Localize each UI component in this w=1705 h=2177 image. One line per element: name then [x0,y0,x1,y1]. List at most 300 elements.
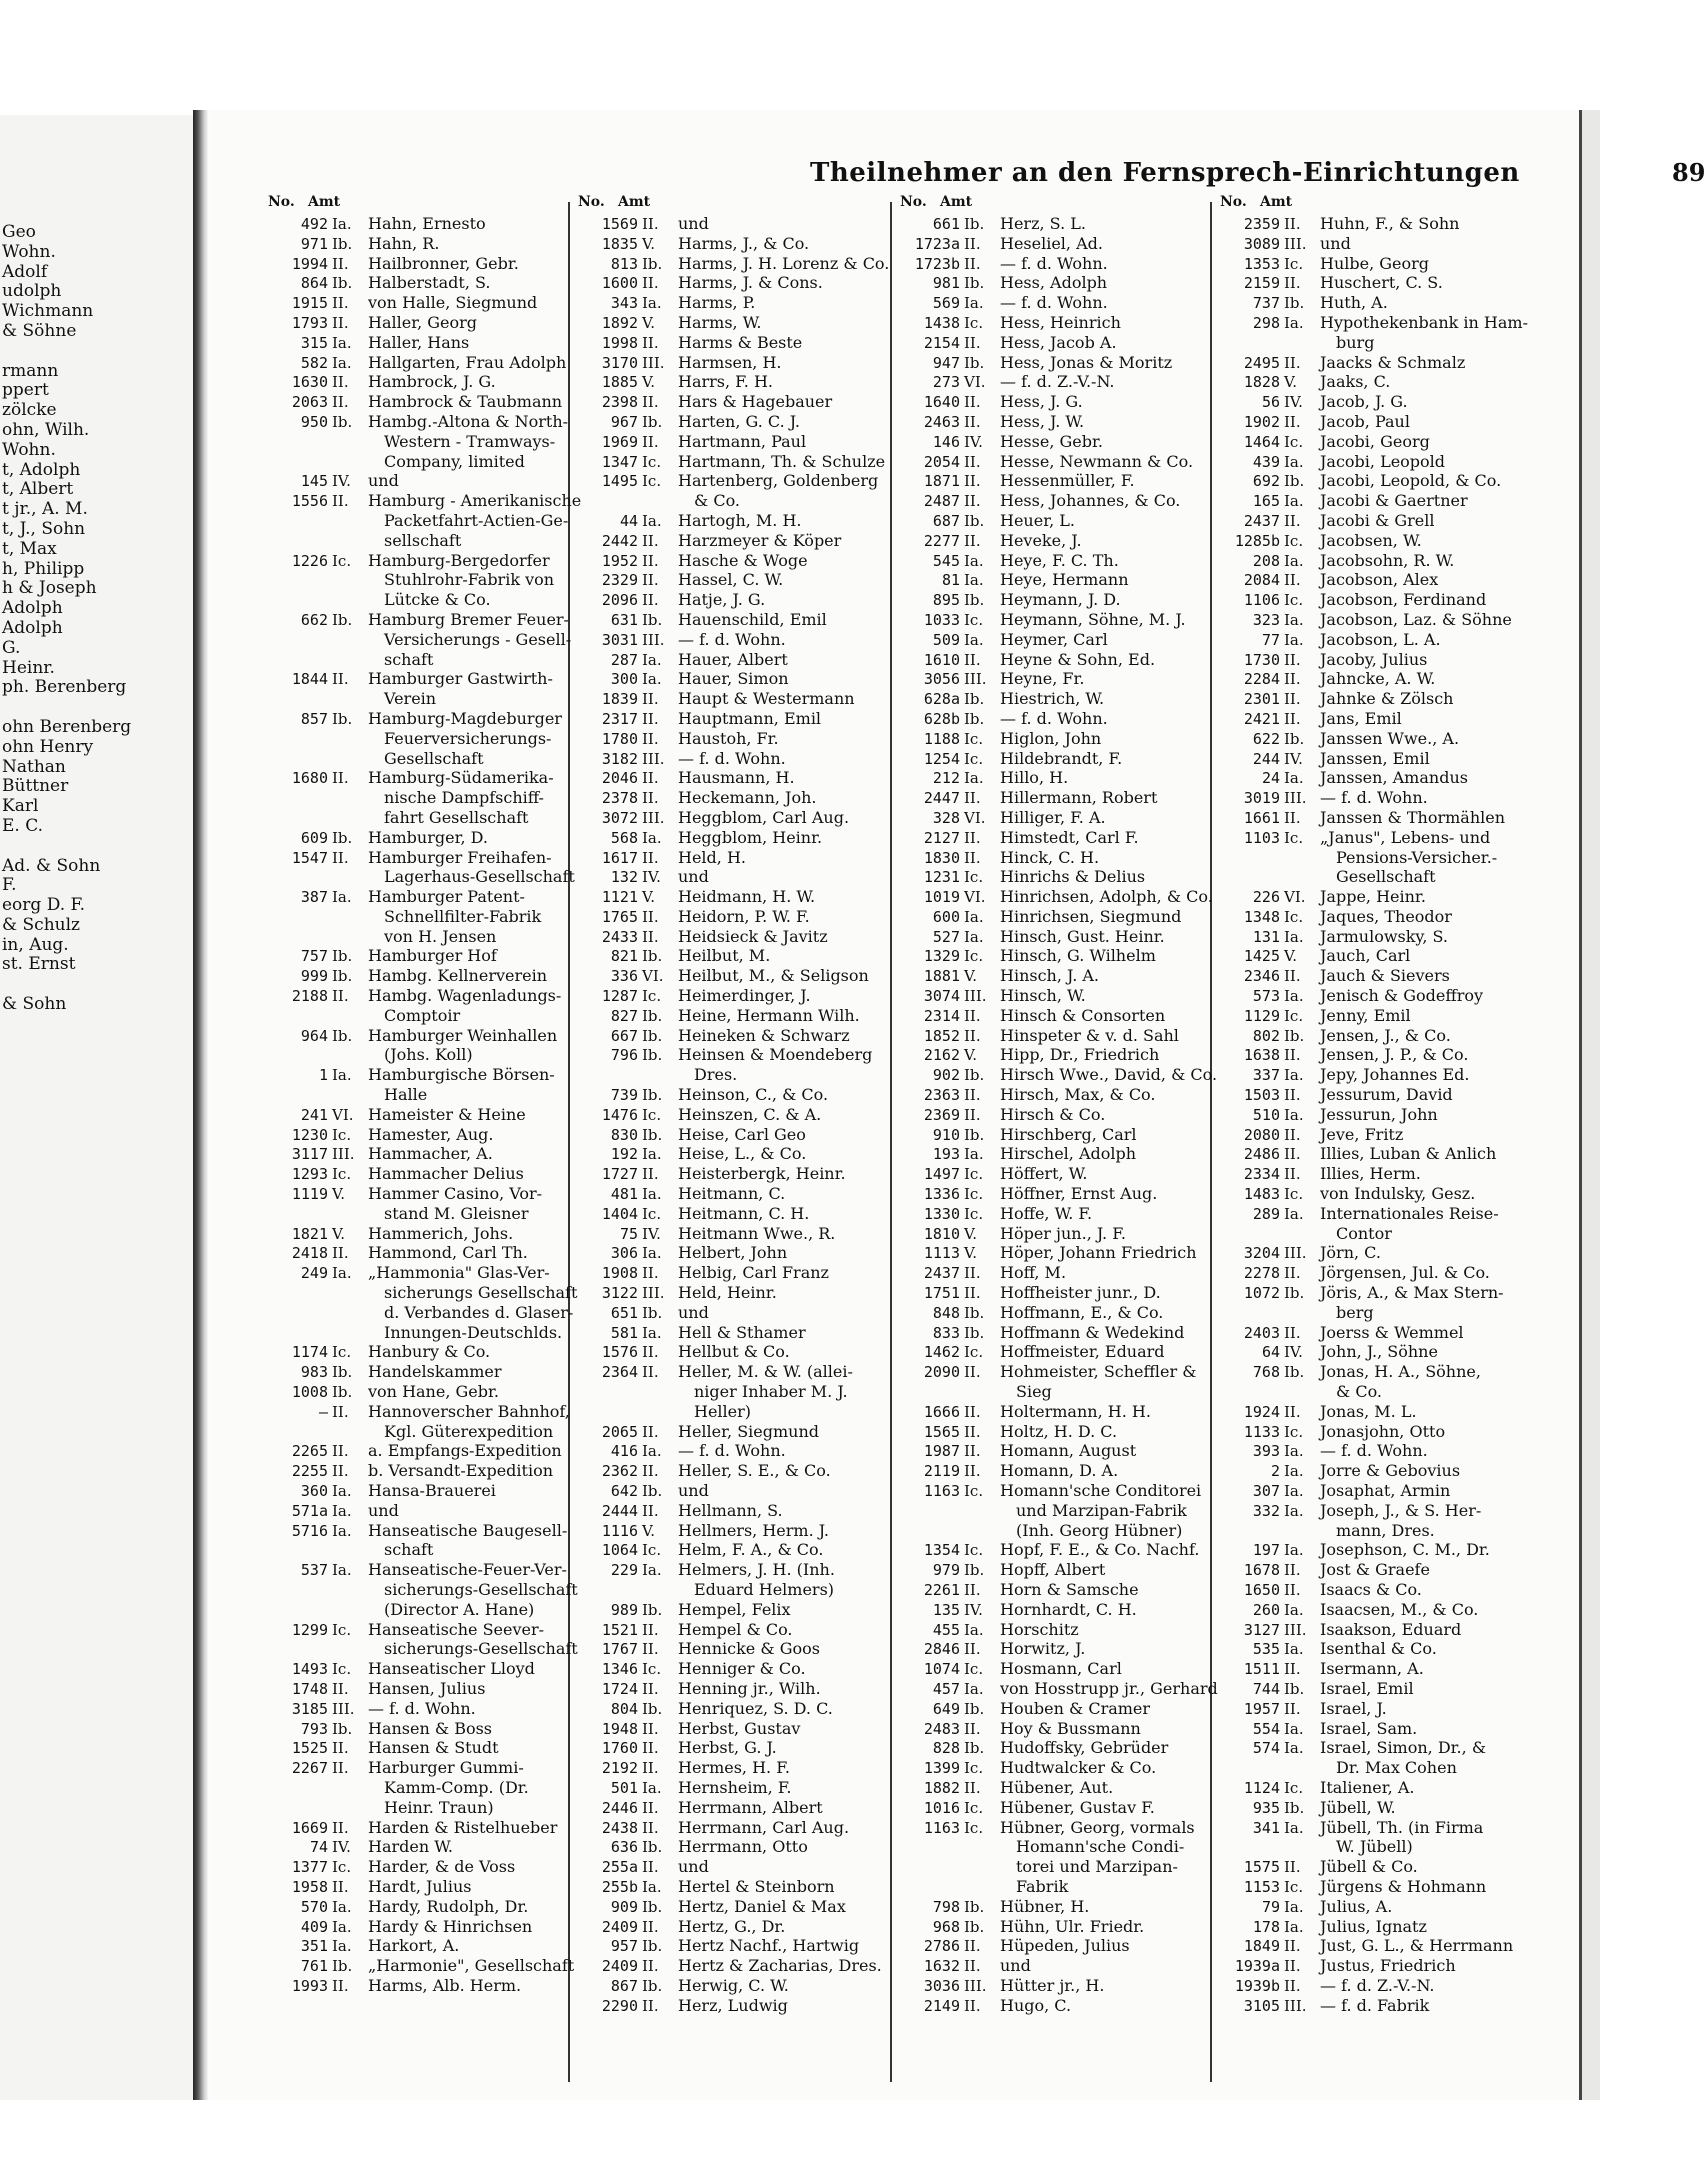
subscriber-entry [900,669,1210,689]
subscriber-name: Hillo, H. [1000,768,1069,788]
exchange-office: Ia. [964,1679,984,1698]
subscriber-entry [578,1065,888,1085]
entry-number: 3185 [291,1699,328,1718]
subscriber-entry [1220,1798,1530,1818]
subscriber-entry [900,1897,1210,1917]
exchange-office: Ib. [332,1719,353,1738]
entry-number: 2403 [1243,1323,1280,1342]
subscriber-entry [900,1243,1210,1263]
subscriber-entry [268,630,578,650]
subscriber-entry [268,610,578,630]
exchange-office: Ia. [1284,630,1304,649]
subscriber-entry [1220,1600,1530,1620]
subscriber-entry [1220,1441,1530,1461]
subscriber-name: Herrmann, Otto [678,1837,808,1857]
subscriber-entry [578,1481,888,1501]
subscriber-name: Justus, Friedrich [1320,1956,1456,1976]
exchange-office: II. [642,1422,659,1441]
exchange-office: Ic. [964,1185,984,1204]
entry-number: 332 [1252,1501,1280,1520]
subscriber-name: und [678,1481,709,1500]
entry-number: 768 [1252,1363,1280,1382]
subscriber-name: Hartenberg, Goldenberg [678,471,879,491]
subscriber-entry [900,966,1210,986]
subscriber-name: Jorre & Gebovius [1320,1461,1461,1481]
subscriber-entry [900,1164,1210,1184]
entry-number: 2278 [1243,1264,1280,1283]
exchange-office: II. [964,1284,981,1303]
entry-number: 287 [610,650,638,669]
subscriber-entry [268,1639,578,1659]
left-fragment-line [2,1213,131,1233]
subscriber-entry [1220,1897,1530,1917]
subscriber-name: Hess, Johannes, & Co. [1000,491,1181,511]
subscriber-entry [900,1857,1210,1877]
exchange-office: Ib. [1284,1284,1305,1303]
exchange-office: Ia. [332,1917,352,1936]
subscriber-name: Janssen & Thormählen [1320,807,1506,827]
entry-number: 135 [932,1600,960,1619]
entry-number: 857 [300,709,328,728]
entry-number: 1329 [923,947,960,966]
exchange-office: Ib. [964,1917,985,1936]
subscriber-name: Pensions-Versicher.- [1336,847,1498,867]
entry-number: 2162 [923,1046,960,1065]
subscriber-entry [268,986,578,1006]
subscriber-entry [578,1461,888,1481]
left-fragment-line [2,1688,131,1708]
subscriber-entry [1220,234,1530,254]
subscriber-name: Isaacs & Co. [1320,1579,1422,1599]
subscriber-entry [578,432,888,452]
subscriber-name: Hugo, C. [1000,1995,1072,2015]
entry-number: 744 [1252,1679,1280,1698]
exchange-office: Ia. [1284,1818,1304,1837]
subscriber-entry [900,1224,1210,1244]
entry-number: 1610 [923,650,960,669]
entry-number: 950 [300,412,328,431]
exchange-office: Ic. [1284,1185,1304,1204]
subscriber-name: Heinr. Traun) [384,1797,494,1817]
subscriber-name: Heckemann, Joh. [678,788,817,808]
left-fragment-line: ohn Berenberg [2,716,132,737]
left-fragment-line [2,1292,131,1312]
exchange-office: Ic. [964,1541,984,1560]
exchange-office: II. [1284,353,1301,372]
subscriber-name: Held, H. [678,847,746,867]
entry-number: 2438 [601,1818,638,1837]
subscriber-name: Hübner, Georg, vormals [1000,1817,1195,1837]
entry-number: 571a [291,1501,328,1520]
subscriber-name: Hellmers, Herm. J. [678,1520,829,1540]
left-fragment-line [2,1827,131,1847]
subscriber-name: Herz, Ludwig [678,1995,788,2015]
entry-number: 1 [318,1066,328,1085]
subscriber-name: Jörgensen, Jul. & Co. [1320,1263,1490,1283]
exchange-office: VI. [1284,888,1306,907]
subscriber-entry [900,551,1210,571]
subscriber-entry [268,1580,578,1600]
left-fragment-line [2,1173,131,1193]
subscriber-entry [268,353,578,373]
entry-number: 416 [610,1442,638,1461]
exchange-office: II. [642,1620,659,1639]
entry-number: 1793 [291,313,328,332]
subscriber-name: Janssen Wwe., A. [1320,728,1460,748]
subscriber-name: und [678,214,709,233]
subscriber-entry [1220,1818,1530,1838]
entry-number: 667 [610,1026,638,1045]
subscriber-entry [900,1085,1210,1105]
exchange-office: Ic. [642,452,662,471]
subscriber-name: von Indulsky, Gesz. [1320,1184,1476,1204]
entry-number: 1821 [291,1224,328,1243]
entry-number: 197 [1252,1541,1280,1560]
exchange-office: II. [1284,709,1301,728]
column-header [578,194,888,214]
entry-number: 1810 [923,1224,960,1243]
exchange-office: Ia. [964,927,984,946]
subscriber-name: Heymann, Söhne, M. J. [1000,609,1186,629]
subscriber-entry [1220,1481,1530,1501]
directory-page [210,110,1705,2100]
subscriber-name: schaft [384,649,434,669]
subscriber-name: Western - Tramways- [384,431,556,451]
subscriber-name: & Co. [694,491,741,511]
subscriber-entry [900,452,1210,472]
entry-number: 360 [300,1482,328,1500]
left-fragment-line [2,1728,131,1748]
entry-number: 798 [932,1897,960,1916]
subscriber-name: Hulbe, Georg [1320,253,1430,273]
exchange-office: II. [332,492,349,511]
subscriber-entry [1220,1085,1530,1105]
subscriber-name: Hosmann, Carl [1000,1659,1122,1679]
exchange-office: Ib. [964,215,985,233]
left-fragment-line [2,1668,131,1688]
subscriber-entry [1220,927,1530,947]
subscriber-entry [268,1422,578,1442]
subscriber-entry [578,1521,888,1541]
left-fragment-line [2,1450,131,1470]
exchange-office: II. [332,1877,349,1896]
subscriber-entry [268,1263,578,1283]
subscriber-entry [578,1857,888,1877]
subscriber-entry [268,214,578,234]
subscriber-entry [578,927,888,947]
entry-number: 692 [1252,472,1280,491]
entry-number: 569 [932,294,960,313]
subscriber-name: „Hammonia" Glas-Ver- [368,1263,550,1283]
exchange-office: Ia. [332,1066,352,1085]
entry-number: 1163 [923,1818,960,1837]
subscriber-name: Hardy, Rudolph, Dr. [368,1896,529,1916]
entry-number: 1503 [1243,1086,1280,1105]
left-fragment-line [2,1490,131,1510]
exchange-office: Ib. [964,1699,985,1718]
exchange-office: Ic. [964,868,984,887]
subscriber-entry [1220,1105,1530,1125]
entry-number: 2149 [923,1996,960,2015]
left-fragment-line [2,1351,131,1371]
entry-number: 81 [941,571,960,590]
exchange-office: II. [642,1462,659,1481]
subscriber-name: Homann'sche Condi- [1016,1837,1185,1857]
subscriber-name: — f. d. Wohn. [1320,1441,1428,1461]
entry-number: 255a [601,1858,638,1877]
exchange-office: Ia. [1284,1501,1304,1520]
subscriber-name: von Hosstrupp jr., Gerhard [1000,1678,1218,1698]
entry-number: 661 [932,215,960,233]
subscriber-entry [900,1263,1210,1283]
subscriber-name: Hameister & Heine [368,1104,526,1124]
subscriber-name: Heuer, L. [1000,510,1075,530]
entry-number: 2119 [923,1462,960,1481]
subscriber-entry [268,531,578,551]
subscriber-entry [900,1204,1210,1224]
subscriber-entry [578,1224,888,1244]
subscriber-entry [268,828,578,848]
left-fragment-line: G. [2,637,21,658]
header-no: No. [1220,194,1247,210]
left-fragment-line [2,1193,131,1213]
subscriber-name: Hanbury & Co. [368,1342,491,1362]
entry-number: 3182 [601,749,638,768]
exchange-office: IV. [1284,1343,1303,1362]
entry-number: 902 [932,1066,960,1085]
subscriber-name: Harder, & de Voss [368,1857,516,1877]
subscriber-entry [900,749,1210,769]
exchange-office: II. [1284,967,1301,986]
subscriber-entry [1220,749,1530,769]
entry-number: 628a [923,690,960,709]
exchange-office: Ib. [964,1125,985,1144]
subscriber-entry [900,432,1210,452]
entry-number: 1839 [601,690,638,709]
left-fragment-line [2,1411,131,1431]
entry-number: 1994 [291,254,328,273]
exchange-office: II. [1284,1937,1301,1956]
exchange-office: II. [1284,1561,1301,1580]
subscriber-name: Hamburg-Südamerika- [368,768,554,788]
subscriber-entry [578,907,888,927]
subscriber-entry [268,313,578,333]
subscriber-name: Hoff, M. [1000,1263,1067,1283]
exchange-office: II. [332,1739,349,1758]
entry-number: 1948 [601,1719,638,1738]
subscriber-name: Israel, Sam. [1320,1718,1418,1738]
subscriber-entry [900,907,1210,927]
entry-number: 1751 [923,1284,960,1303]
entry-number: 1230 [291,1125,328,1144]
subscriber-entry [1220,1857,1530,1877]
exchange-office: II. [1284,1046,1301,1065]
subscriber-entry [268,1342,578,1362]
subscriber-entry [268,1283,578,1303]
subscriber-name: Jübell & Co. [1320,1857,1418,1877]
entry-number: 1064 [601,1541,638,1560]
exchange-office: Ia. [642,1442,662,1461]
exchange-office: Ia. [964,1620,984,1639]
left-fragment-line [2,1015,131,1035]
subscriber-entry [268,1303,578,1323]
left-fragment-line: E. C. [2,815,44,836]
exchange-office: II. [964,254,981,273]
subscriber-entry [1220,1738,1530,1758]
subscriber-name: Hamburger Hof [368,946,497,966]
exchange-office: Ia. [1284,610,1304,629]
subscriber-name: sicherungs-Gesellschaft [384,1639,578,1659]
entry-number: 1830 [923,848,960,867]
entry-number: 2437 [1243,511,1280,530]
subscriber-entry [900,1382,1210,1402]
subscriber-name: Hessenmüller, F. [1000,471,1135,491]
exchange-office: Ib. [642,1026,663,1045]
subscriber-entry [268,1699,578,1719]
entry-number: 3056 [923,670,960,689]
subscriber-entry [900,372,1210,392]
subscriber-name: Hinrichsen, Adolph, & Co. [1000,887,1213,907]
exchange-office: Ic. [964,610,984,629]
entry-number: 545 [932,551,960,570]
subscriber-entry [1220,709,1530,729]
exchange-office: Ia. [1284,1640,1304,1659]
entry-number: 509 [932,630,960,649]
subscriber-entry [268,867,578,887]
subscriber-entry [900,1303,1210,1323]
exchange-office: Ia. [964,630,984,649]
entry-number: 328 [932,808,960,827]
subscriber-name: Hinsch, G. Wilhelm [1000,946,1156,966]
subscriber-entry [1220,1639,1530,1659]
subscriber-entry [578,333,888,353]
entry-number: 193 [932,1145,960,1164]
entry-number: 895 [932,591,960,610]
exchange-office: Ib. [964,1303,985,1322]
exchange-office: Ib. [1284,1798,1305,1817]
subscriber-entry [578,1699,888,1719]
subscriber-name: Huhn, F., & Sohn [1320,214,1460,233]
entry-number: 2329 [601,571,638,590]
entry-number: 3105 [1243,1996,1280,2015]
entry-number: 1226 [291,551,328,570]
exchange-office: II. [964,828,981,847]
entry-number: 1033 [923,610,960,629]
subscriber-entry [900,1402,1210,1422]
subscriber-name: Holtz, H. D. C. [1000,1421,1118,1441]
subscriber-entry [268,1402,578,1422]
entry-number: 1293 [291,1165,328,1184]
exchange-office: V. [642,1521,655,1540]
entry-number: 2433 [601,927,638,946]
subscriber-name: Hirsch Wwe., David, & Co. [1000,1065,1218,1085]
subscriber-entry [268,749,578,769]
entry-number: 636 [610,1838,638,1857]
entry-number: 1892 [601,313,638,332]
exchange-office: II. [1284,1264,1301,1283]
subscriber-entry [268,590,578,610]
subscriber-name: — f. d. Wohn. [678,1441,786,1461]
subscriber-name: Stuhlrohr-Fabrik von [384,570,555,590]
subscriber-entry [1220,1263,1530,1283]
subscriber-name: Schnellfilter-Fabrik [384,906,542,926]
subscriber-name: Heyne & Sohn, Ed. [1000,649,1156,669]
subscriber-name: — f. d. Wohn. [1000,708,1108,728]
exchange-office: II. [1284,1957,1301,1976]
exchange-office: III. [964,987,987,1006]
subscriber-entry [268,1917,578,1937]
entry-number: 796 [610,1046,638,1065]
subscriber-entry [578,1738,888,1758]
subscriber-name: Harmsen, H. [678,352,782,372]
subscriber-name: Hambrock & Taubmann [368,392,563,412]
exchange-office: Ic. [1284,1006,1304,1025]
exchange-office: II. [332,848,349,867]
entry-number: 244 [1252,749,1280,768]
subscriber-name: Higlon, John [1000,728,1102,748]
subscriber-entry [900,867,1210,887]
exchange-office: Ia. [642,1244,662,1263]
entry-number: 1849 [1243,1937,1280,1956]
subscriber-name: Jöris, A., & Max Stern- [1320,1283,1504,1303]
exchange-office: Ic. [332,1858,352,1877]
exchange-office: Ia. [964,1145,984,1164]
subscriber-name: Henning jr., Wilh. [678,1678,821,1698]
subscriber-entry [578,1362,888,1382]
entry-number: 5716 [291,1521,328,1540]
subscriber-entry [1220,610,1530,630]
exchange-office: Ic. [964,1818,984,1837]
subscriber-name: Hess, Jonas & Moritz [1000,352,1173,372]
subscriber-name: Jacobsohn, R. W. [1320,550,1455,570]
entry-number: 1575 [1243,1858,1280,1877]
exchange-office: Ic. [332,1343,352,1362]
entry-number: 2255 [291,1462,328,1481]
subscriber-entry [578,1045,888,1065]
left-fragment-line [2,1094,131,1114]
subscriber-entry [578,1897,888,1917]
subscriber-name: d. Verbandes d. Glaser- [384,1302,574,1322]
left-fragment-line: & Schulz [2,914,80,935]
subscriber-name: Hilliger, F. A. [1000,807,1106,827]
entry-number: 387 [300,888,328,907]
subscriber-name: Just, G. L., & Herrmann [1320,1936,1514,1956]
subscriber-entry [578,1105,888,1125]
entry-number: 229 [610,1561,638,1580]
exchange-office: III. [1284,234,1307,253]
entry-number: 501 [610,1778,638,1797]
subscriber-entry [1220,867,1530,887]
subscriber-entry [900,234,1210,254]
entry-number: 1632 [923,1957,960,1976]
subscriber-entry [1220,1560,1530,1580]
exchange-office: II. [964,1363,981,1382]
exchange-office: Ia. [1284,1897,1304,1916]
entry-number: 2487 [923,492,960,511]
subscriber-name: Hoffmann & Wedekind [1000,1322,1185,1342]
subscriber-name: Heisterbergk, Heinr. [678,1164,846,1184]
subscriber-name: burg [1336,332,1375,352]
entry-number: 1661 [1243,808,1280,827]
subscriber-name: Hauer, Albert [678,649,788,669]
exchange-office: Ia. [1284,1482,1304,1500]
exchange-office: Ic. [1284,1422,1304,1441]
subscriber-entry [578,1580,888,1600]
left-fragment-line [2,837,131,857]
subscriber-entry [578,709,888,729]
entry-number: 1348 [1243,907,1280,926]
subscriber-name: Hinsch, W. [1000,986,1086,1006]
